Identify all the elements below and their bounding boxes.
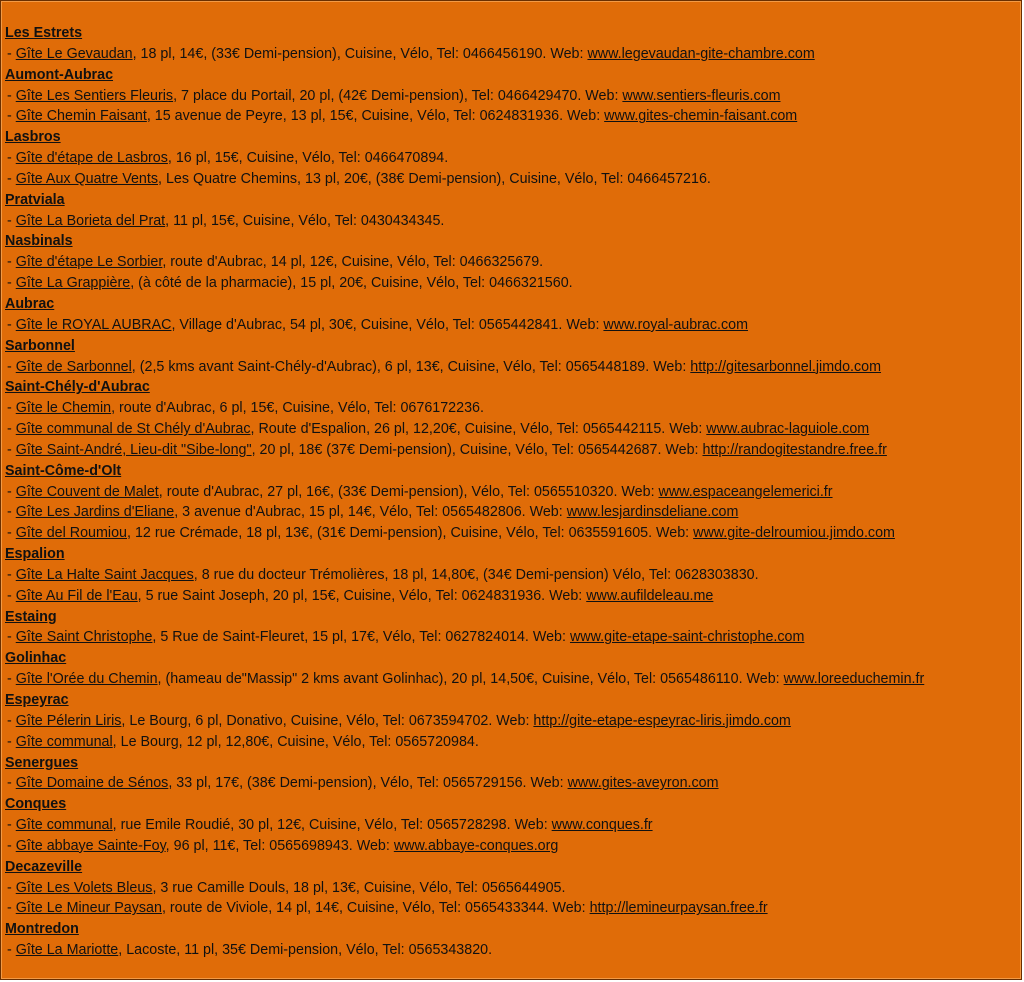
gite-name-link[interactable]: Gîte communal de St Chély d'Aubrac bbox=[15, 421, 251, 438]
gite-details: , 12 rue Crémade, 18 pl, 13€, (31€ Demi-pension), Cuisine, Vélo, Tel: 0635591605. Web: bbox=[127, 525, 694, 542]
list-dash: - bbox=[7, 900, 16, 917]
town-heading: Lasbros bbox=[5, 129, 61, 146]
town-heading: Decazeville bbox=[5, 858, 83, 875]
gite-name-link[interactable]: Gîte abbaye Sainte-Foy bbox=[15, 837, 166, 854]
gite-list bbox=[5, 23, 1017, 961]
website-link[interactable]: www.lesjardinsdeliane.com bbox=[566, 504, 739, 521]
list-dash: - bbox=[7, 712, 16, 729]
town-heading: Senergues bbox=[5, 754, 79, 771]
town-heading: Espalion bbox=[5, 546, 65, 563]
gite-name-link[interactable]: Gîte d'étape Le Sorbier bbox=[15, 254, 163, 271]
gite-details: , Le Bourg, 6 pl, Donativo, Cuisine, Vélo, Tel: 0673594702. Web: bbox=[121, 712, 534, 729]
gite-entry bbox=[5, 565, 1017, 586]
town-heading: Montredon bbox=[5, 921, 79, 938]
list-dash: - bbox=[7, 629, 16, 646]
gite-name-link[interactable]: Gîte Pélerin Liris bbox=[15, 712, 122, 729]
gite-entry bbox=[5, 836, 1017, 857]
gite-details: , Lacoste, 11 pl, 35€ Demi-pension, Vélo, Tel: 0565343820. bbox=[118, 942, 493, 959]
gite-name-link[interactable]: Gîte Le Gevaudan bbox=[15, 45, 133, 62]
gite-name-link[interactable]: Gîte Couvent de Malet bbox=[15, 483, 159, 500]
list-dash: - bbox=[7, 400, 16, 417]
gite-details: , 5 rue Saint Joseph, 20 pl, 15€, Cuisine, Vélo, Tel: 0624831936. Web: bbox=[137, 587, 587, 604]
list-dash: - bbox=[7, 275, 16, 292]
gite-name-link[interactable]: Gîte La Mariotte bbox=[15, 942, 119, 959]
gite-entry bbox=[5, 86, 1017, 107]
gite-entry bbox=[5, 878, 1017, 899]
list-dash: - bbox=[7, 108, 16, 125]
list-dash: - bbox=[7, 587, 16, 604]
gite-name-link[interactable]: Gîte del Roumiou bbox=[15, 525, 127, 542]
list-dash: - bbox=[7, 483, 16, 500]
gite-details: , Village d'Aubrac, 54 pl, 30€, Cuisine, Vélo, Tel: 0565442841. Web: bbox=[171, 316, 604, 333]
town-heading: Golinhac bbox=[5, 650, 67, 667]
town-heading: Nasbinals bbox=[5, 233, 73, 250]
gite-details: , (hameau de"Massip" 2 kms avant Golinhac), 20 pl, 14,50€, Cuisine, Vélo, Tel: 0565486110. Web: bbox=[157, 671, 784, 688]
gite-details: , 5 Rue de Saint-Fleuret, 15 pl, 17€, Vélo, Tel: 0627824014. Web: bbox=[152, 629, 570, 646]
website-link[interactable]: http://gitesarbonnel.jimdo.com bbox=[690, 358, 882, 375]
list-dash: - bbox=[7, 441, 16, 458]
website-link[interactable]: www.legevaudan-gite-chambre.com bbox=[587, 45, 815, 62]
town-heading: Conques bbox=[5, 796, 67, 813]
gite-entry bbox=[5, 732, 1017, 753]
list-dash: - bbox=[7, 150, 16, 167]
website-link[interactable]: http://gite-etape-espeyrac-liris.jimdo.com bbox=[533, 712, 791, 729]
gite-name-link[interactable]: Gîte communal bbox=[15, 817, 113, 834]
list-dash: - bbox=[7, 254, 16, 271]
website-link[interactable]: www.royal-aubrac.com bbox=[603, 316, 749, 333]
gite-name-link[interactable]: Gîte le Chemin bbox=[15, 400, 112, 417]
gite-details: , rue Emile Roudié, 30 pl, 12€, Cuisine, Vélo, Tel: 0565728298. Web: bbox=[112, 817, 552, 834]
list-dash: - bbox=[7, 212, 16, 229]
gite-entry bbox=[5, 940, 1017, 961]
gite-name-link[interactable]: Gîte La Grappière bbox=[15, 275, 131, 292]
website-link[interactable]: www.aubrac-laguiole.com bbox=[706, 421, 870, 438]
gite-details: , route de Viviole, 14 pl, 14€, Cuisine, Vélo, Tel: 0565433344. Web: bbox=[161, 900, 590, 917]
gite-name-link[interactable]: Gîte communal bbox=[15, 733, 113, 750]
gite-entry bbox=[5, 252, 1017, 273]
gite-entry bbox=[5, 523, 1017, 544]
list-dash: - bbox=[7, 671, 16, 688]
gite-details: , 18 pl, 14€, (33€ Demi-pension), Cuisine, Vélo, Tel: 0466456190. Web: bbox=[132, 45, 588, 62]
gite-entry bbox=[5, 398, 1017, 419]
list-dash: - bbox=[7, 942, 16, 959]
gite-details: , 7 place du Portail, 20 pl, (42€ Demi-pension), Tel: 0466429470. Web: bbox=[173, 87, 623, 104]
gite-entry bbox=[5, 711, 1017, 732]
gite-name-link[interactable]: Gîte l'Orée du Chemin bbox=[15, 671, 158, 688]
town-heading: Estaing bbox=[5, 608, 57, 625]
website-link[interactable]: www.sentiers-fleuris.com bbox=[622, 87, 781, 104]
gite-name-link[interactable]: Gîte Les Sentiers Fleuris bbox=[15, 87, 174, 104]
gite-details: , 96 pl, 11€, Tel: 0565698943. Web: bbox=[165, 837, 394, 854]
list-dash: - bbox=[7, 775, 16, 792]
town-heading: Saint-Côme-d'Olt bbox=[5, 462, 122, 479]
gite-name-link[interactable]: Gîte Aux Quatre Vents bbox=[15, 170, 158, 187]
gite-details: , 15 avenue de Peyre, 13 pl, 15€, Cuisine, Vélo, Tel: 0624831936. Web: bbox=[146, 108, 605, 125]
gite-entry bbox=[5, 898, 1017, 919]
gite-entry bbox=[5, 669, 1017, 690]
gite-details: , Le Bourg, 12 pl, 12,80€, Cuisine, Vélo, Tel: 0565720984. bbox=[112, 733, 479, 750]
town-heading: Aubrac bbox=[5, 295, 55, 312]
website-link[interactable]: www.loreeduchemin.fr bbox=[783, 671, 925, 688]
gite-details: , (2,5 kms avant Saint-Chély-d'Aubrac), 6 pl, 13€, Cuisine, Vélo, Tel: 0565448189. Web: bbox=[131, 358, 691, 375]
gite-details: , (à côté de la pharmacie), 15 pl, 20€, Cuisine, Vélo, Tel: 0466321560. bbox=[130, 275, 573, 292]
gite-entry bbox=[5, 357, 1017, 378]
gite-details: , route d'Aubrac, 6 pl, 15€, Cuisine, Vélo, Tel: 0676172236. bbox=[111, 400, 484, 417]
gite-name-link[interactable]: Gîte Saint-André, Lieu-dit "Sibe-long" bbox=[15, 441, 252, 458]
list-dash: - bbox=[7, 566, 16, 583]
gite-details: , 3 avenue d'Aubrac, 15 pl, 14€, Vélo, Tel: 0565482806. Web: bbox=[174, 504, 567, 521]
list-dash: - bbox=[7, 733, 16, 750]
gite-entry bbox=[5, 502, 1017, 523]
town-heading: Espeyrac bbox=[5, 692, 69, 708]
website-link[interactable]: www.gites-chemin-faisant.com bbox=[604, 108, 798, 125]
gite-name-link[interactable]: Gîte La Halte Saint Jacques bbox=[15, 566, 194, 583]
town-heading: Pratviala bbox=[5, 191, 65, 208]
gite-details: , route d'Aubrac, 14 pl, 12€, Cuisine, Vélo, Tel: 0466325679. bbox=[162, 254, 544, 271]
gite-entry bbox=[5, 773, 1017, 794]
gite-name-link[interactable]: Gîte Au Fil de l'Eau bbox=[15, 587, 138, 604]
gite-entry bbox=[5, 273, 1017, 294]
gite-entry bbox=[5, 106, 1017, 127]
gite-name-link[interactable]: Gîte d'étape de Lasbros bbox=[15, 150, 168, 167]
gite-details: , 11 pl, 15€, Cuisine, Vélo, Tel: 0430434345. bbox=[165, 212, 445, 229]
website-link[interactable]: www.aufildeleau.me bbox=[586, 587, 714, 604]
gite-entry bbox=[5, 148, 1017, 169]
gite-name-link[interactable]: Gîte Le Mineur Paysan bbox=[15, 900, 162, 917]
website-link[interactable]: http://randogitestandre.free.fr bbox=[702, 441, 887, 458]
town-heading: Saint-Chély-d'Aubrac bbox=[5, 379, 150, 396]
gite-entry bbox=[5, 815, 1017, 836]
gite-entry bbox=[5, 440, 1017, 461]
gite-name-link[interactable]: Gîte de Sarbonnel bbox=[15, 358, 132, 375]
gite-entry bbox=[5, 482, 1017, 503]
gite-details: , Les Quatre Chemins, 13 pl, 20€, (38€ Demi-pension), Cuisine, Vélo, Tel: 0466457216. bbox=[158, 170, 711, 187]
gite-entry bbox=[5, 44, 1017, 65]
gite-details: , 3 rue Camille Douls, 18 pl, 13€, Cuisine, Vélo, Tel: 0565644905. bbox=[152, 879, 566, 896]
gite-details: , 16 pl, 15€, Cuisine, Vélo, Tel: 0466470894. bbox=[167, 150, 449, 167]
list-dash: - bbox=[7, 421, 16, 438]
list-dash: - bbox=[7, 817, 16, 834]
gite-name-link[interactable]: Gîte Les Volets Bleus bbox=[15, 879, 153, 896]
list-dash: - bbox=[7, 87, 16, 104]
website-link[interactable]: www.gites-aveyron.com bbox=[567, 775, 719, 792]
gite-details: , 20 pl, 18€ (37€ Demi-pension), Cuisine, Vélo, Tel: 0565442687. Web: bbox=[251, 441, 703, 458]
gite-entry bbox=[5, 419, 1017, 440]
gite-entry bbox=[5, 627, 1017, 648]
gite-entry bbox=[5, 169, 1017, 190]
list-dash: - bbox=[7, 504, 16, 521]
gite-details: , Route d'Espalion, 26 pl, 12,20€, Cuisine, Vélo, Tel: 0565442115. Web: bbox=[250, 421, 707, 438]
town-heading: Aumont-Aubrac bbox=[5, 66, 114, 83]
gite-name-link[interactable]: Gîte Les Jardins d'Eliane bbox=[15, 504, 175, 521]
website-link[interactable]: www.conques.fr bbox=[551, 817, 653, 834]
gite-name-link[interactable]: Gîte Chemin Faisant bbox=[15, 108, 147, 125]
list-dash: - bbox=[7, 170, 16, 187]
town-heading: Sarbonnel bbox=[5, 337, 75, 354]
list-dash: - bbox=[7, 358, 16, 375]
website-link[interactable]: www.espaceangelemerici.fr bbox=[658, 483, 833, 500]
website-link[interactable]: www.gite-etape-saint-christophe.com bbox=[569, 629, 805, 646]
website-link[interactable]: www.gite-delroumiou.jimdo.com bbox=[693, 525, 895, 542]
gite-entry bbox=[5, 586, 1017, 607]
list-dash: - bbox=[7, 837, 16, 854]
gite-details: , 8 rue du docteur Trémolières, 18 pl, 14,80€, (34€ Demi-pension) Vélo, Tel: 0628303830. bbox=[193, 566, 759, 583]
gite-name-link[interactable]: Gîte le ROYAL AUBRAC bbox=[15, 316, 172, 333]
list-dash: - bbox=[7, 879, 16, 896]
town-heading: Les Estrets bbox=[5, 25, 83, 41]
website-link[interactable]: www.abbaye-conques.org bbox=[393, 837, 559, 854]
list-dash: - bbox=[7, 316, 16, 333]
gite-entry bbox=[5, 211, 1017, 232]
gite-details: , route d'Aubrac, 27 pl, 16€, (33€ Demi-pension), Vélo, Tel: 0565510320. Web: bbox=[158, 483, 659, 500]
gite-entry bbox=[5, 315, 1017, 336]
gite-details: , 33 pl, 17€, (38€ Demi-pension), Vélo, Tel: 0565729156. Web: bbox=[168, 775, 568, 792]
list-dash: - bbox=[7, 525, 16, 542]
gite-name-link[interactable]: Gîte Domaine de Sénos bbox=[15, 775, 169, 792]
gite-name-link[interactable]: Gîte La Borieta del Prat bbox=[15, 212, 166, 229]
website-link[interactable]: http://lemineurpaysan.free.fr bbox=[589, 900, 768, 917]
gite-name-link[interactable]: Gîte Saint Christophe bbox=[15, 629, 153, 646]
list-dash: - bbox=[7, 45, 16, 62]
